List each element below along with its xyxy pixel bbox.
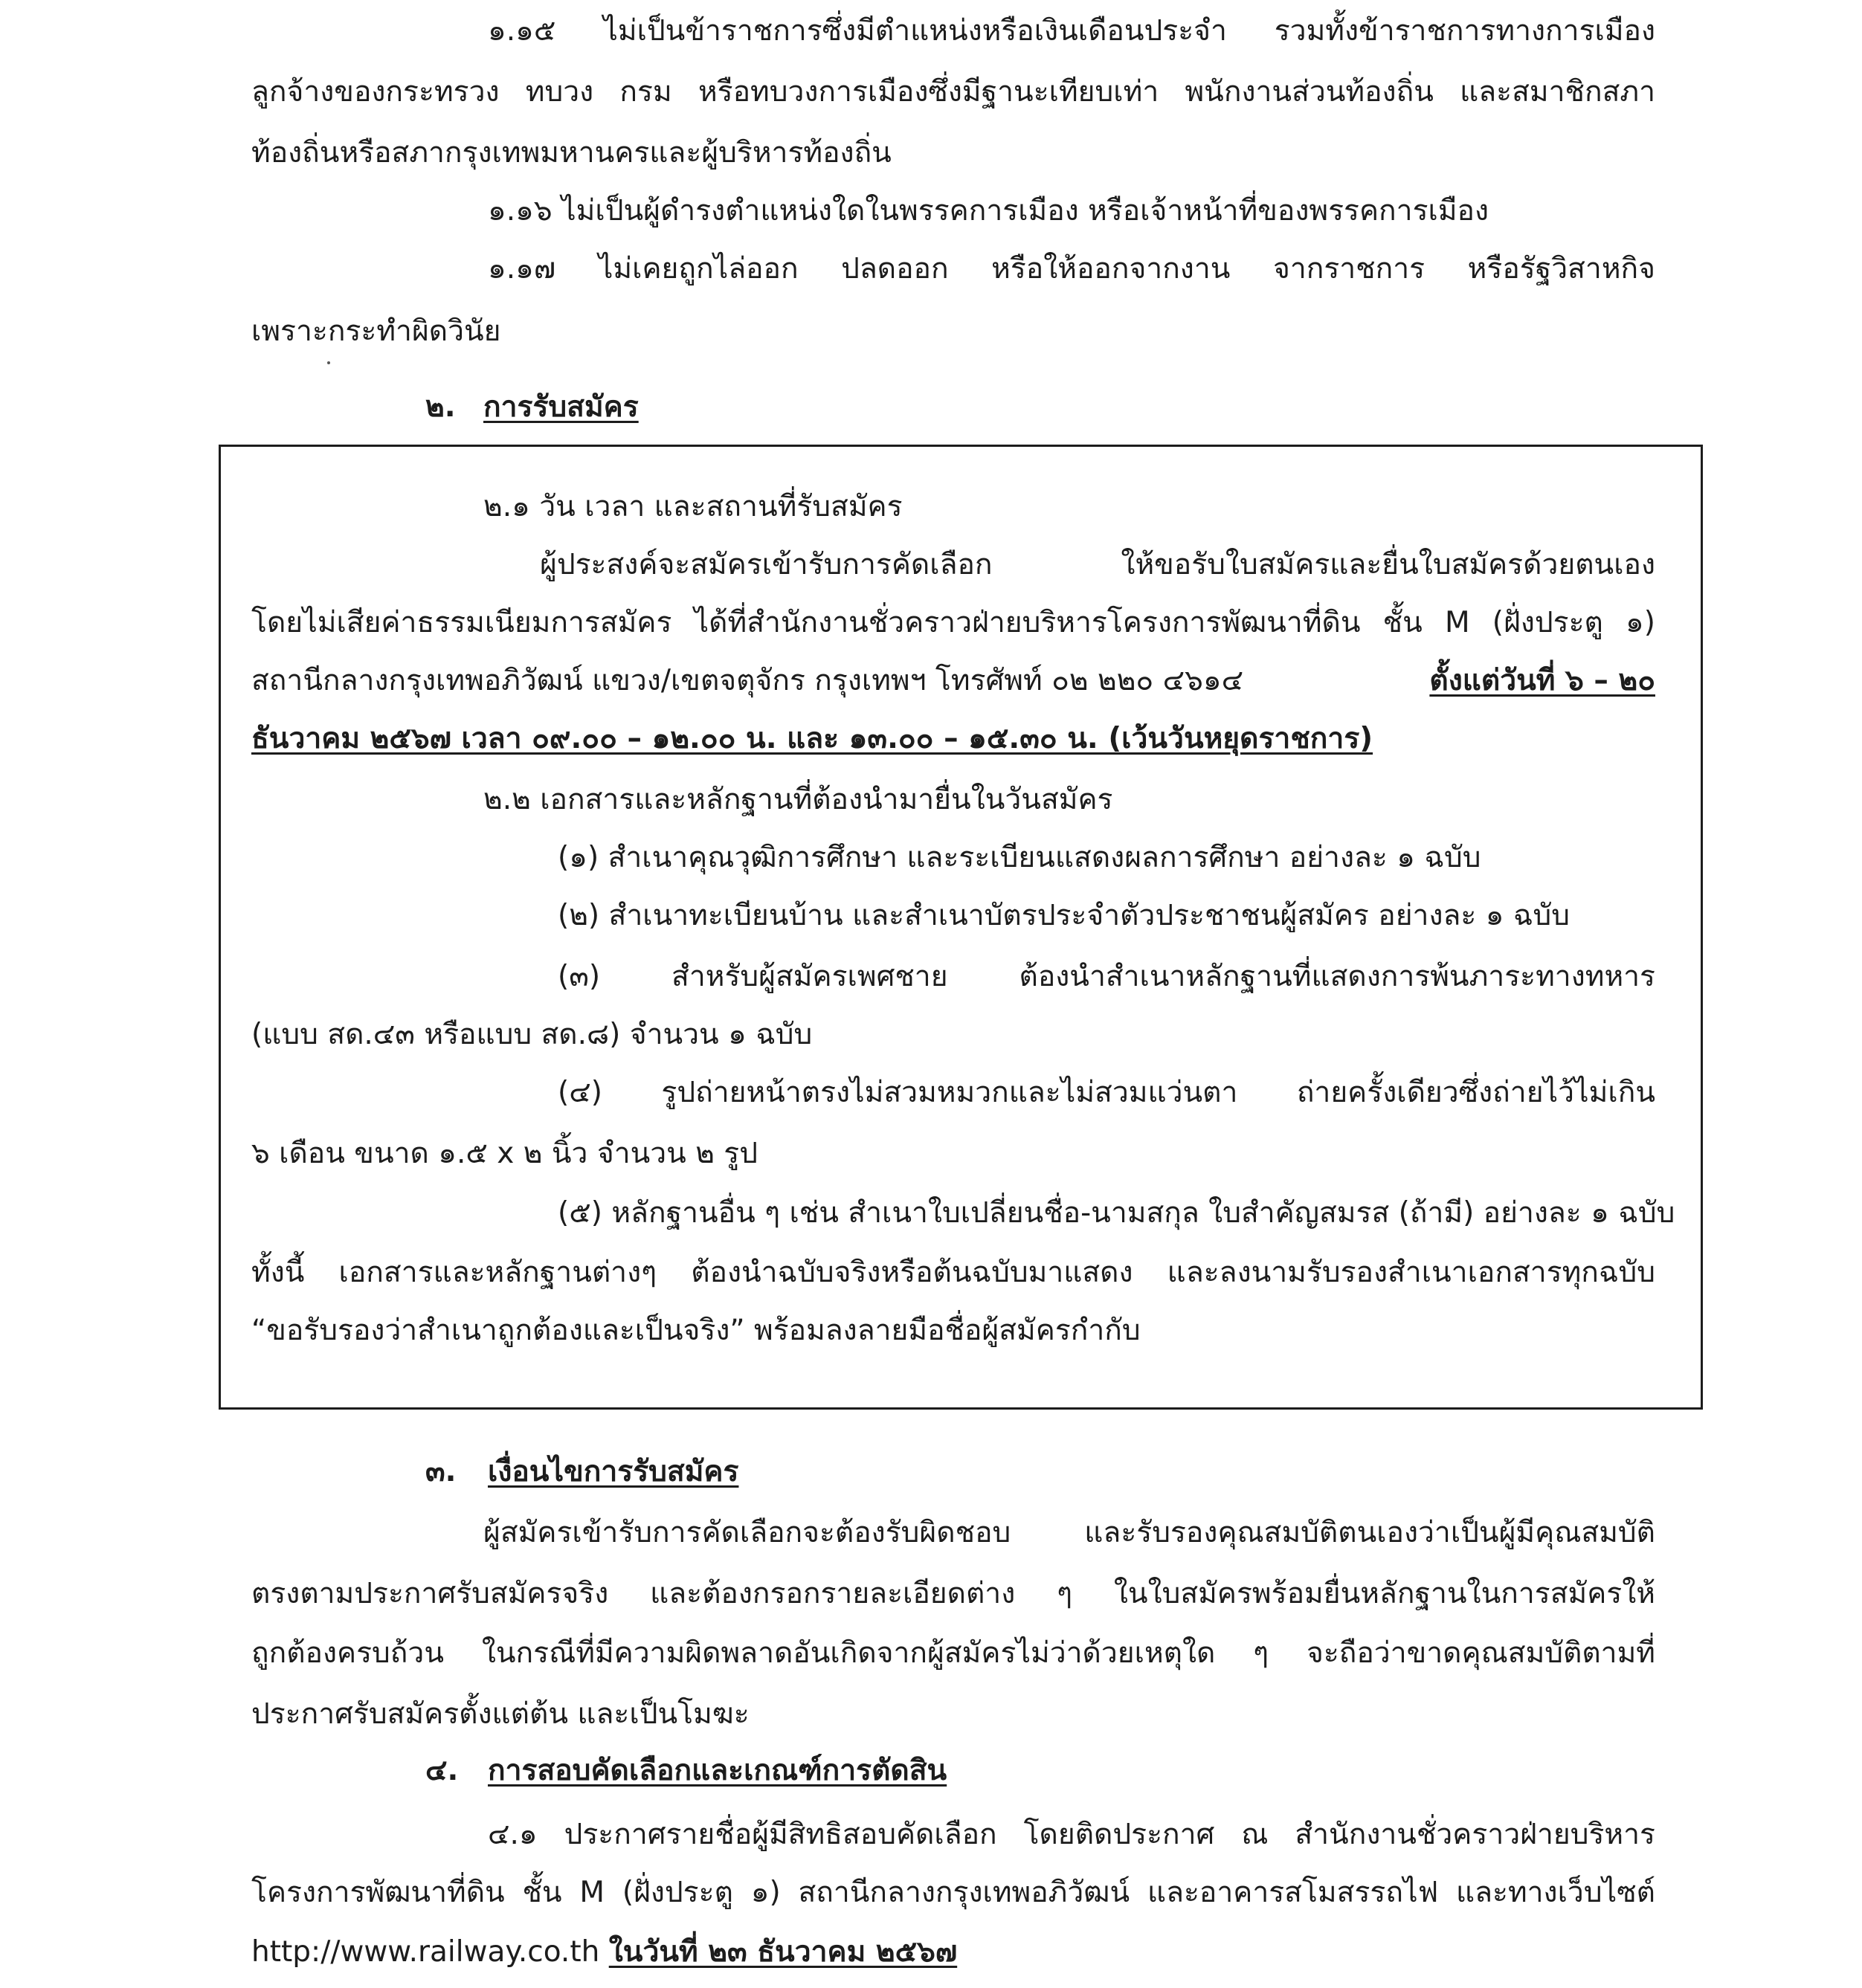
subsection-2-1-line-2: โดยไม่เสียค่าธรรมเนียมการสมัคร ได้ที่สำนักงานชั่วคราวฝ่ายบริหารโครงการพัฒนาที่ดิน ชั้น M (ฝั่งประตู ๑) <box>251 606 1655 639</box>
document-item-1: (๑) สำเนาคุณวุฒิการศึกษา และระเบียนแสดงผลการศึกษา อย่างละ ๑ ฉบับ <box>558 841 1481 874</box>
section-3-paragraph-line-2: ตรงตามประกาศรับสมัครจริง และต้องกรอกรายละเอียดต่าง ๆ ในใบสมัครพร้อมยื่นหลักฐานในการสมัครให้ <box>251 1577 1655 1610</box>
announcement-date: ในวันที่ ๒๓ ธันวาคม ๒๕๖๗ <box>608 1935 958 1969</box>
subsection-4-1-line-2: โครงการพัฒนาที่ดิน ชั้น M (ฝั่งประตู ๑) สถานีกลางกรุงเทพอภิวัฒน์ และอาคารสโมสรรถไฟ และทางเว็บไซต์ <box>251 1876 1655 1909</box>
certification-note-line-1: ทั้งนี้ เอกสารและหลักฐานต่างๆ ต้องนำฉบับจริงหรือต้นฉบับมาแสดง และลงนามรับรองสำเนาเอกสารทุกฉบับ <box>251 1256 1655 1289</box>
item-1-17-line-2: เพราะกระทำผิดวินัย <box>251 314 501 348</box>
subsection-4-1-line-3 <box>251 1929 957 1976</box>
document-item-2: (๒) สำเนาทะเบียนบ้าน และสำเนาบัตรประจำตัวประชาชนผู้สมัคร อย่างละ ๑ ฉบับ <box>558 899 1570 932</box>
section-3-paragraph-line-3: ถูกต้องครบถ้วน ในกรณีที่มีความผิดพลาดอันเกิดจากผู้สมัครไม่ว่าด้วยเหตุใด ๆ จะถือว่าขาดคุณสมบัติตามที่ <box>251 1636 1655 1670</box>
subsection-2-1-heading: ๒.๑ วัน เวลา และสถานที่รับสมัคร <box>483 490 903 523</box>
railway-website-link[interactable]: http://www.railway.co.th <box>251 1935 600 1969</box>
subsection-2-1-line-1: ผู้ประสงค์จะสมัครเข้ารับการคัดเลือก ให้ขอรับใบสมัครและยื่นใบสมัครด้วยตนเอง <box>540 548 1655 581</box>
section-2-number: ๒. <box>425 390 456 424</box>
document-item-4-line-1: (๔) รูปถ่ายหน้าตรงไม่สวมหมวกและไม่สวมแว่นตา ถ่ายครั้งเดียวซึ่งถ่ายไว้ไม่เกิน <box>558 1076 1655 1109</box>
document-item-3-line-1: (๓) สำหรับผู้สมัครเพศชาย ต้องนำสำเนาหลักฐานที่แสดงการพ้นภาระทางทหาร <box>558 960 1655 993</box>
contact-phone-text: สถานีกลางกรุงเทพอภิวัฒน์ แขวง/เขตจตุจักร กรุงเทพฯ โทรศัพท์ ๐๒ ๒๒๐ ๔๖๑๔ <box>251 664 1244 697</box>
section-3-paragraph-line-4: ประกาศรับสมัครตั้งแต่ต้น และเป็นโมฆะ <box>251 1697 750 1731</box>
document-item-4-line-2: ๖ เดือน ขนาด ๑.๕ x ๒ นิ้ว จำนวน ๒ รูป <box>251 1137 758 1170</box>
section-4-title: การสอบคัดเลือกและเกณฑ์การตัดสิน <box>488 1754 947 1787</box>
item-1-16: ๑.๑๖ ไม่เป็นผู้ดำรงตำแหน่งใดในพรรคการเมือง หรือเจ้าหน้าที่ของพรรคการเมือง <box>488 194 1489 227</box>
section-2-title: การรับสมัคร <box>483 390 639 424</box>
section-4-number: ๔. <box>425 1754 459 1787</box>
subsection-4-1-line-1: ๔.๑ ประกาศรายชื่อผู้มีสิทธิสอบคัดเลือก โดยติดประกาศ ณ สำนักงานชั่วคราวฝ่ายบริหาร <box>488 1818 1655 1851</box>
application-hours: ธันวาคม ๒๕๖๗ เวลา ๐๙.๐๐ – ๑๒.๐๐ น. และ ๑๓.๐๐ – ๑๕.๓๐ น. (เว้นวันหยุดราชการ) <box>251 722 1373 755</box>
subsection-2-1-line-3 <box>251 657 1655 705</box>
subsection-2-2-heading: ๒.๒ เอกสารและหลักฐานที่ต้องนำมายื่นในวันสมัคร <box>483 783 1113 816</box>
certification-note-line-2: “ขอรับรองว่าสำเนาถูกต้องและเป็นจริง” พร้อมลงลายมือชื่อผู้สมัครกำกับ <box>251 1314 1141 1347</box>
item-1-15-line-1: ๑.๑๕ ไม่เป็นข้าราชการซึ่งมีตำแหน่งหรือเงินเดือนประจำ รวมทั้งข้าราชการทางการเมือง <box>488 14 1655 48</box>
item-1-15-line-3: ท้องถิ่นหรือสภากรุงเทพมหานครและผู้บริหารท้องถิ่น <box>251 136 892 170</box>
application-date-range: ตั้งแต่วันที่ ๖ – ๒๐ <box>1429 664 1655 697</box>
item-1-15-line-2: ลูกจ้างของกระทรวง ทบวง กรม หรือทบวงการเมืองซึ่งมีฐานะเทียบเท่า พนักงานส่วนท้องถิ่น และสมาชิกสภา <box>251 75 1655 109</box>
section-3-paragraph-line-1: ผู้สมัครเข้ารับการคัดเลือกจะต้องรับผิดชอบ และรับรองคุณสมบัติตนเองว่าเป็นผู้มีคุณสมบัติ <box>483 1516 1655 1549</box>
section-3-title: เงื่อนไขการรับสมัคร <box>488 1455 739 1488</box>
scan-speck <box>327 361 330 364</box>
document-item-5: (๕) หลักฐานอื่น ๆ เช่น สำเนาใบเปลี่ยนชื่อ-นามสกุล ใบสำคัญสมรส (ถ้ามี) อย่างละ ๑ ฉบับ <box>558 1196 1675 1230</box>
document-item-3-line-2: (แบบ สด.๔๓ หรือแบบ สด.๘) จำนวน ๑ ฉบับ <box>251 1018 813 1051</box>
section-3-number: ๓. <box>425 1455 457 1488</box>
item-1-17-line-1: ๑.๑๗ ไม่เคยถูกไล่ออก ปลดออก หรือให้ออกจากงาน จากราชการ หรือรัฐวิสาหกิจ <box>488 252 1655 285</box>
